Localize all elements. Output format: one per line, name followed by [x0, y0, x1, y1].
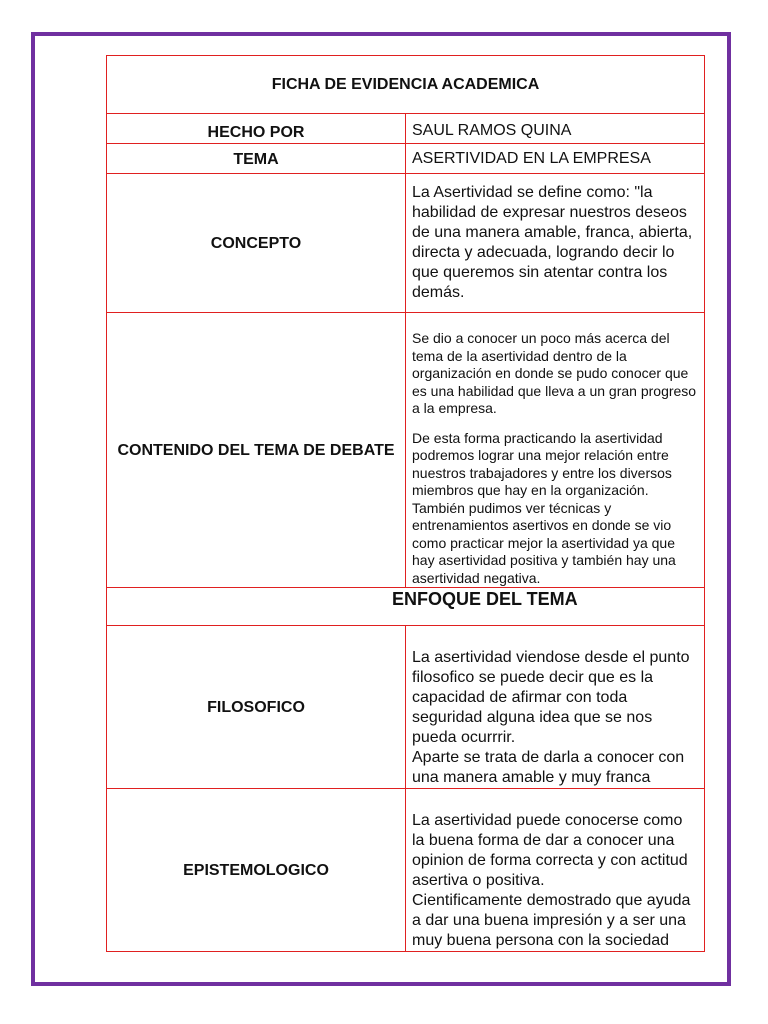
- label-concepto: CONCEPTO: [107, 174, 406, 313]
- contenido-paragraph-1: Se dio a conocer un poco más acerca del tema de la asertividad dentro de la organización en donde se pudo conocer que es una habilidad que lleva a un gran progreso a la empresa.: [412, 330, 697, 416]
- value-contenido: [406, 313, 705, 588]
- document-title: FICHA DE EVIDENCIA ACADEMICA: [107, 56, 705, 114]
- row-filosofico: [107, 626, 705, 789]
- label-hecho-por: HECHO POR: [107, 114, 406, 144]
- filosofico-line-1: La asertividad viendose desde el punto filosofico se puede decir que es la capacidad de afirmar con toda seguridad alguna idea que se nos pueda ocurrrir.: [412, 649, 690, 746]
- value-concepto: La Asertividad se define como: "la habilidad de expresar nuestros deseos de una manera amable, franca, abierta, directa y adecuada, logrando decir lo que queremos sin atentar contra los demás.: [406, 174, 705, 313]
- value-tema: ASERTIVIDAD EN LA EMPRESA: [406, 144, 705, 174]
- epistemologico-line-2: Cientificamente demostrado que ayuda a dar una buena impresión y a ser una muy buena persona con la sociedad: [412, 892, 691, 949]
- title-row: [107, 56, 705, 114]
- row-hecho-por: [107, 114, 705, 144]
- value-filosofico: [406, 626, 705, 789]
- row-contenido: [107, 313, 705, 588]
- contenido-paragraph-2: De esta forma practicando la asertividad podremos lograr una mejor relación entre nuestros trabajadores y entre los diversos miembros que hay en la organización. También pudimos ver técnicas y entrenamientos asertivos en donde se vio como practicar mejor la asertividad ya que hay asertividad positiva y también hay una asertividad negativa.: [412, 429, 676, 586]
- row-tema: [107, 144, 705, 174]
- epistemologico-line-1: La asertividad puede conocerse como la buena forma de dar a conocer una opinion de forma correcta y con actitud asertiva o positiva.: [412, 812, 688, 889]
- label-tema: TEMA: [107, 144, 406, 174]
- label-filosofico: FILOSOFICO: [107, 626, 406, 789]
- row-epistemologico: [107, 789, 705, 952]
- label-epistemologico: EPISTEMOLOGICO: [107, 789, 406, 952]
- row-concepto: [107, 174, 705, 313]
- filosofico-line-2: Aparte se trata de darla a conocer con una manera amable y muy franca: [412, 749, 685, 786]
- value-epistemologico: [406, 789, 705, 952]
- value-hecho-por: SAUL RAMOS QUINA: [406, 114, 705, 144]
- label-contenido: CONTENIDO DEL TEMA DE DEBATE: [107, 313, 406, 588]
- section-row: [107, 588, 705, 626]
- evidence-table: [106, 55, 705, 952]
- section-title: ENFOQUE DEL TEMA: [107, 588, 705, 626]
